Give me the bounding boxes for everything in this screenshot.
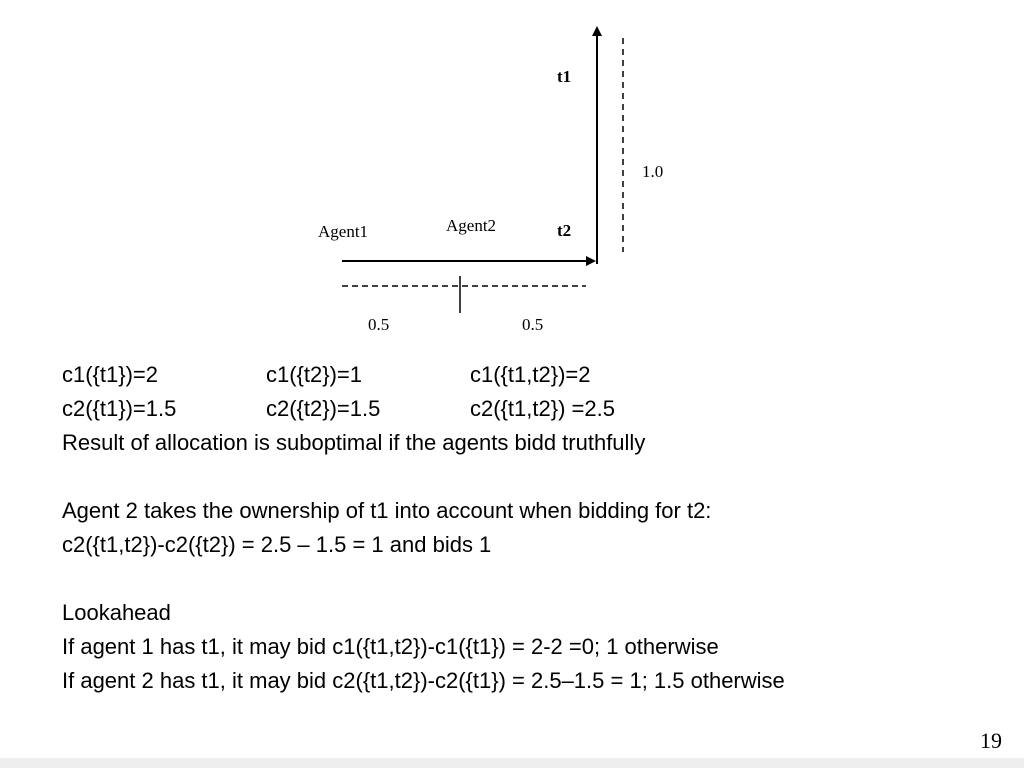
agent2-lookahead-statement: If agent 2 has t1, it may bid c2({t1,t2})-c2({t1}) = 2.5–1.5 = 1; 1.5 otherwise: [62, 668, 785, 693]
agent1-lookahead-statement: If agent 1 has t1, it may bid c1({t1,t2})-c1({t1}) = 2-2 =0; 1 otherwise: [62, 634, 719, 659]
agent1-label: Agent1: [318, 222, 369, 241]
cost-c1-t1-t2: c1({t1,t2})=2: [470, 362, 591, 387]
agent2-label: Agent2: [446, 216, 497, 235]
cost-c2-t2: c2({t2})=1.5: [266, 396, 381, 421]
agent2-calculation: c2({t1,t2})-c2({t2}) = 2.5 – 1.5 = 1 and bids 1: [62, 532, 492, 557]
cost-c1-t2: c1({t2})=1: [266, 362, 363, 387]
footer-bar: [0, 758, 1024, 768]
vertical-length-label: 1.0: [642, 162, 664, 181]
left-half-label: 0.5: [368, 315, 390, 334]
cost-c1-t1: c1({t1})=2: [62, 362, 159, 387]
lookahead-heading: Lookahead: [62, 600, 171, 625]
cost-c2-t1: c2({t1})=1.5: [62, 396, 177, 421]
t1-label: t1: [557, 67, 572, 86]
agent1-cost-row: [62, 364, 762, 390]
result-statement: Result of allocation is suboptimal if the agents bidd truthfully: [62, 430, 646, 455]
page-number: 19: [980, 728, 1002, 753]
agent2-ownership-statement: Agent 2 takes the ownership of t1 into account when bidding for t2:: [62, 498, 712, 523]
agent2-cost-row: [62, 398, 762, 424]
task-location-diagram: [0, 0, 1024, 340]
right-half-label: 0.5: [522, 315, 544, 334]
t2-label: t2: [557, 221, 572, 240]
cost-c2-t1-t2: c2({t1,t2}) =2.5: [470, 396, 615, 421]
